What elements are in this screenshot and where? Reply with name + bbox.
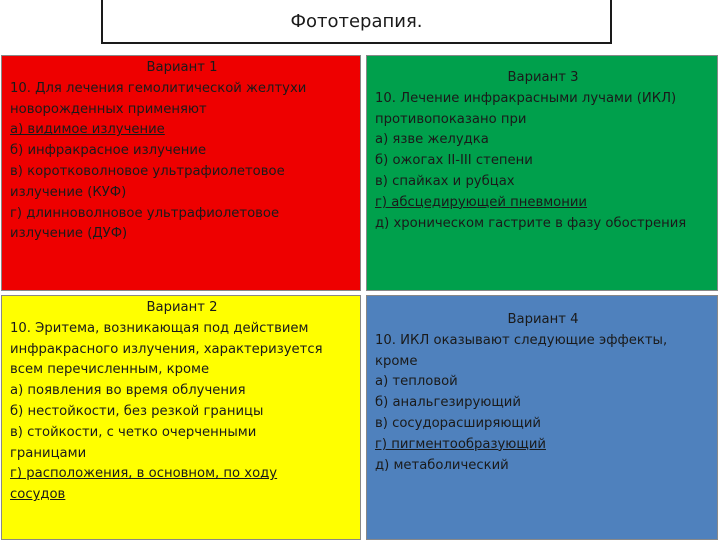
panel-variant-1 [1,55,361,291]
slide-title-text: Фототерапия. [290,10,423,32]
question-line: всем перечисленным, кроме [10,362,210,378]
answer-b: б) ожогах II-III степени [375,153,533,169]
answer-d: излучение (ДУФ) [10,226,128,242]
variant-3-heading: Вариант 3 [507,70,579,85]
answer-a-correct: а) видимое излучение [10,122,165,138]
answer-b: б) нестойкости, без резкой границы [10,403,264,419]
question-line: 10. Эритема, возникающая под действием [10,320,309,336]
question-line: новорожденных применяют [10,101,207,117]
variant-1-heading: Вариант 1 [146,60,218,75]
answer-c: в) спайках и рубцах [375,173,515,189]
panel-variant-2 [1,295,361,540]
answer-d-correct: г) абсцедирующей пневмонии [375,194,587,210]
answer-d-correct: г) расположения, в основном, по ходу [10,466,278,482]
answer-d-correct: г) пигментообразующий [375,436,546,452]
panel-variant-3 [366,55,718,291]
answer-a: а) тепловой [375,374,458,390]
answer-d-correct: сосудов [10,487,66,503]
variant-4-heading: Вариант 4 [507,312,579,327]
answer-d: г) длинноволновое ультрафиолетовое [10,205,280,221]
question-line: 10. ИКЛ оказывают следующие эффекты, [375,332,668,348]
answer-b: б) инфракрасное излучение [10,143,207,159]
answer-a: а) язве желудка [375,132,489,148]
panel-variant-4 [366,295,718,540]
question-line: 10. Лечение инфракрасными лучами (ИКЛ) [375,90,677,106]
answer-c: границами [10,445,87,461]
answer-b: б) анальгезирующий [375,395,521,411]
answer-c: излучение (КУФ) [10,184,127,200]
question-line: противопоказано при [375,111,527,127]
answer-e: д) метаболический [375,457,509,473]
answer-c: в) стойкости, с четко очерченными [10,424,257,440]
answer-c: в) сосудорасширяющий [375,415,541,431]
question-line: кроме [375,353,418,369]
answer-a: а) появления во время облучения [10,383,246,399]
question-line: инфракрасного излучения, характеризуется [10,341,323,357]
variant-2-heading: Вариант 2 [146,300,218,315]
question-line: 10. Для лечения гемолитической желтухи [10,80,307,96]
slide-title [101,0,612,44]
answer-c: в) коротковолновое ультрафиолетовое [10,163,285,179]
answer-e: д) хроническом гастрите в фазу обострения [375,215,687,231]
